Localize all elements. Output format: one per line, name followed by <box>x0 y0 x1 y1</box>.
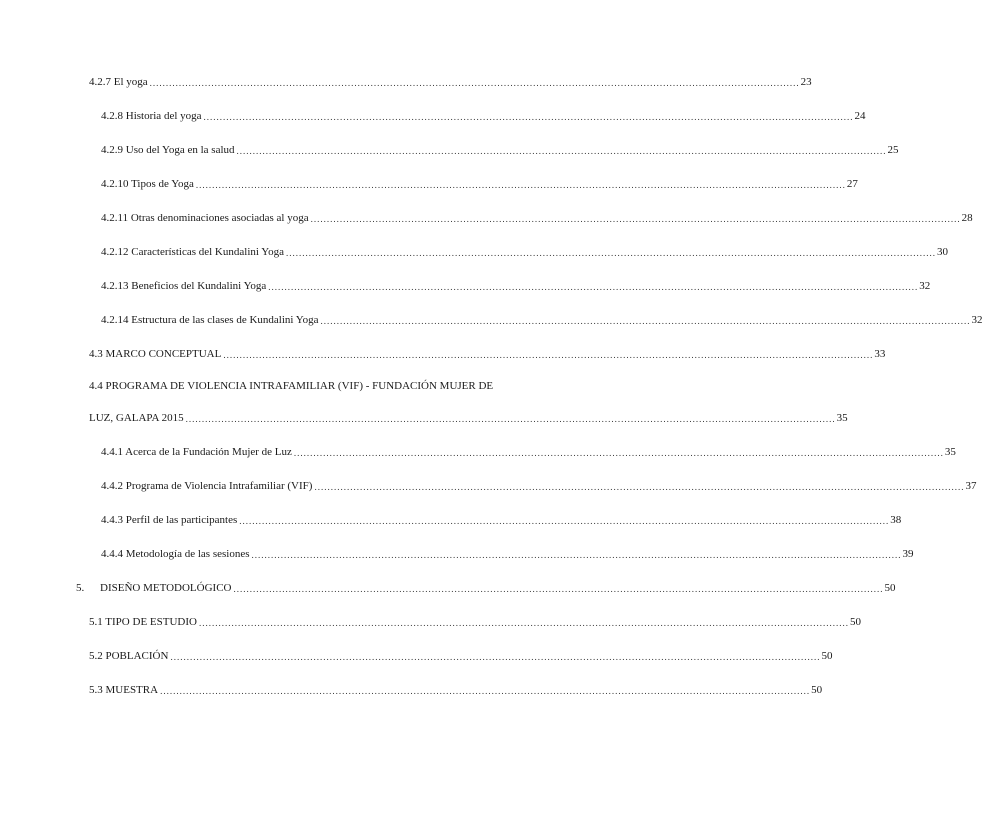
toc-leader-dots: ........................................................................................................................................................................................................ <box>286 248 936 258</box>
toc-entry-label: 4.3 MARCO CONCEPTUAL <box>89 348 222 360</box>
toc-entry-label: 4.4.2 Programa de Violencia Intrafamiliar (VIF) <box>101 480 313 492</box>
toc-leader-dots: ........................................................................................................................................................................................................ <box>268 282 919 292</box>
toc-leader-dots: ........................................................................................................................................................................................................ <box>198 618 849 628</box>
toc-entry-label: 4.2.12 Características del Kundalini Yoga <box>101 246 284 258</box>
toc-page-number: 32 <box>971 314 983 326</box>
toc-page-number: 39 <box>902 548 914 560</box>
toc-entry-chapter-5[interactable] <box>76 581 896 595</box>
toc-page-number: 32 <box>919 280 931 292</box>
toc-entry-label: 4.2.11 Otras denominaciones asociadas al yoga <box>101 212 309 224</box>
toc-leader-dots: ........................................................................................................................................................................................................ <box>293 448 944 458</box>
toc-entry-5-3[interactable] <box>89 683 823 697</box>
toc-entry-4-2-14[interactable] <box>101 313 983 327</box>
toc-entry-label: LUZ, GALAPA 2015 <box>89 412 184 424</box>
toc-leader-dots: ........................................................................................................................................................................................................ <box>223 350 874 360</box>
toc-leader-dots: ........................................................................................................................................................................................................ <box>310 214 961 224</box>
toc-entry-4-4[interactable] <box>89 411 848 425</box>
toc-leader-dots: ........................................................................................................................................................................................................ <box>203 112 854 122</box>
toc-entry-label: 5.3 MUESTRA <box>89 684 159 696</box>
toc-entry-4-2-11[interactable] <box>101 211 973 225</box>
toc-chapter-number: 5. <box>76 582 85 594</box>
toc-entry-label: 5.1 TIPO DE ESTUDIO <box>89 616 197 628</box>
toc-entry-4-3[interactable] <box>89 347 886 361</box>
toc-page-number: 35 <box>944 446 956 458</box>
toc-entry-label: 4.2.10 Tipos de Yoga <box>101 178 194 190</box>
toc-page-number: 23 <box>800 76 812 88</box>
toc-entry-4-4-1[interactable] <box>101 445 956 459</box>
toc-entry-4-2-10[interactable] <box>101 177 858 191</box>
toc-leader-dots: ........................................................................................................................................................................................................ <box>160 686 811 696</box>
toc-entry-label: 4.2.9 Uso del Yoga en la salud <box>101 144 235 156</box>
toc-leader-dots: ........................................................................................................................................................................................................ <box>170 652 821 662</box>
toc-leader-dots: ........................................................................................................................................................................................................ <box>314 482 965 492</box>
toc-page-number: 50 <box>811 684 823 696</box>
toc-entry-5-1[interactable] <box>89 615 861 629</box>
toc-leader-dots: ........................................................................................................................................................................................................ <box>233 584 884 594</box>
toc-leader-dots: ........................................................................................................................................................................................................ <box>236 146 887 156</box>
toc-entry-4-2-13[interactable] <box>101 279 931 293</box>
toc-entry-label: 4.4.4 Metodología de las sesiones <box>101 548 250 560</box>
toc-entry-label: 4.4.1 Acerca de la Fundación Mujer de Luz <box>101 446 292 458</box>
toc-leader-dots: ........................................................................................................................................................................................................ <box>239 516 890 526</box>
toc-entry-4-4-line1[interactable]: 4.4 PROGRAMA DE VIOLENCIA INTRAFAMILIAR (VIF) - FUNDACIÓN MUJER DE <box>89 380 494 392</box>
toc-entry-4-2-8[interactable] <box>101 109 866 123</box>
toc-entry-label: 5.2 POBLACIÓN <box>89 650 169 662</box>
toc-page-number: 25 <box>887 144 899 156</box>
toc-entry-4-2-9[interactable] <box>101 143 899 157</box>
toc-page-number: 24 <box>854 110 866 122</box>
toc-leader-dots: ........................................................................................................................................................................................................ <box>195 180 846 190</box>
toc-page-number: 35 <box>836 412 848 424</box>
toc-entry-label: 4.2.13 Beneficios del Kundalini Yoga <box>101 280 267 292</box>
toc-entry-4-2-7[interactable] <box>89 75 812 89</box>
toc-page-number: 28 <box>961 212 973 224</box>
toc-entry-4-4-3[interactable] <box>101 513 902 527</box>
toc-entry-4-4-2[interactable] <box>101 479 977 493</box>
toc-leader-dots: ........................................................................................................................................................................................................ <box>251 550 902 560</box>
toc-leader-dots: ........................................................................................................................................................................................................ <box>185 414 836 424</box>
toc-page-number: 50 <box>884 582 896 594</box>
toc-page-number: 50 <box>821 650 833 662</box>
toc-entry-label: DISEÑO METODOLÓGICO <box>100 582 232 594</box>
toc-page-number: 50 <box>849 616 861 628</box>
toc-page-number: 38 <box>890 514 902 526</box>
toc-entry-label: 4.4.3 Perfil de las participantes <box>101 514 238 526</box>
toc-entry-label: 4.2.14 Estructura de las clases de Kundalini Yoga <box>101 314 319 326</box>
toc-page-number: 33 <box>874 348 886 360</box>
toc-leader-dots: ........................................................................................................................................................................................................ <box>320 316 971 326</box>
toc-leader-dots: ........................................................................................................................................................................................................ <box>149 78 800 88</box>
toc-page-number: 37 <box>965 480 977 492</box>
toc-page-number: 30 <box>937 246 948 258</box>
toc-entry-4-4-4[interactable] <box>101 547 914 561</box>
toc-entry-label: 4.2.8 Historia del yoga <box>101 110 202 122</box>
toc-page-number: 27 <box>846 178 858 190</box>
toc-entry-4-2-12[interactable] <box>101 245 948 259</box>
toc-entry-5-2[interactable] <box>89 649 833 663</box>
toc-entry-label: 4.2.7 El yoga <box>89 76 148 88</box>
